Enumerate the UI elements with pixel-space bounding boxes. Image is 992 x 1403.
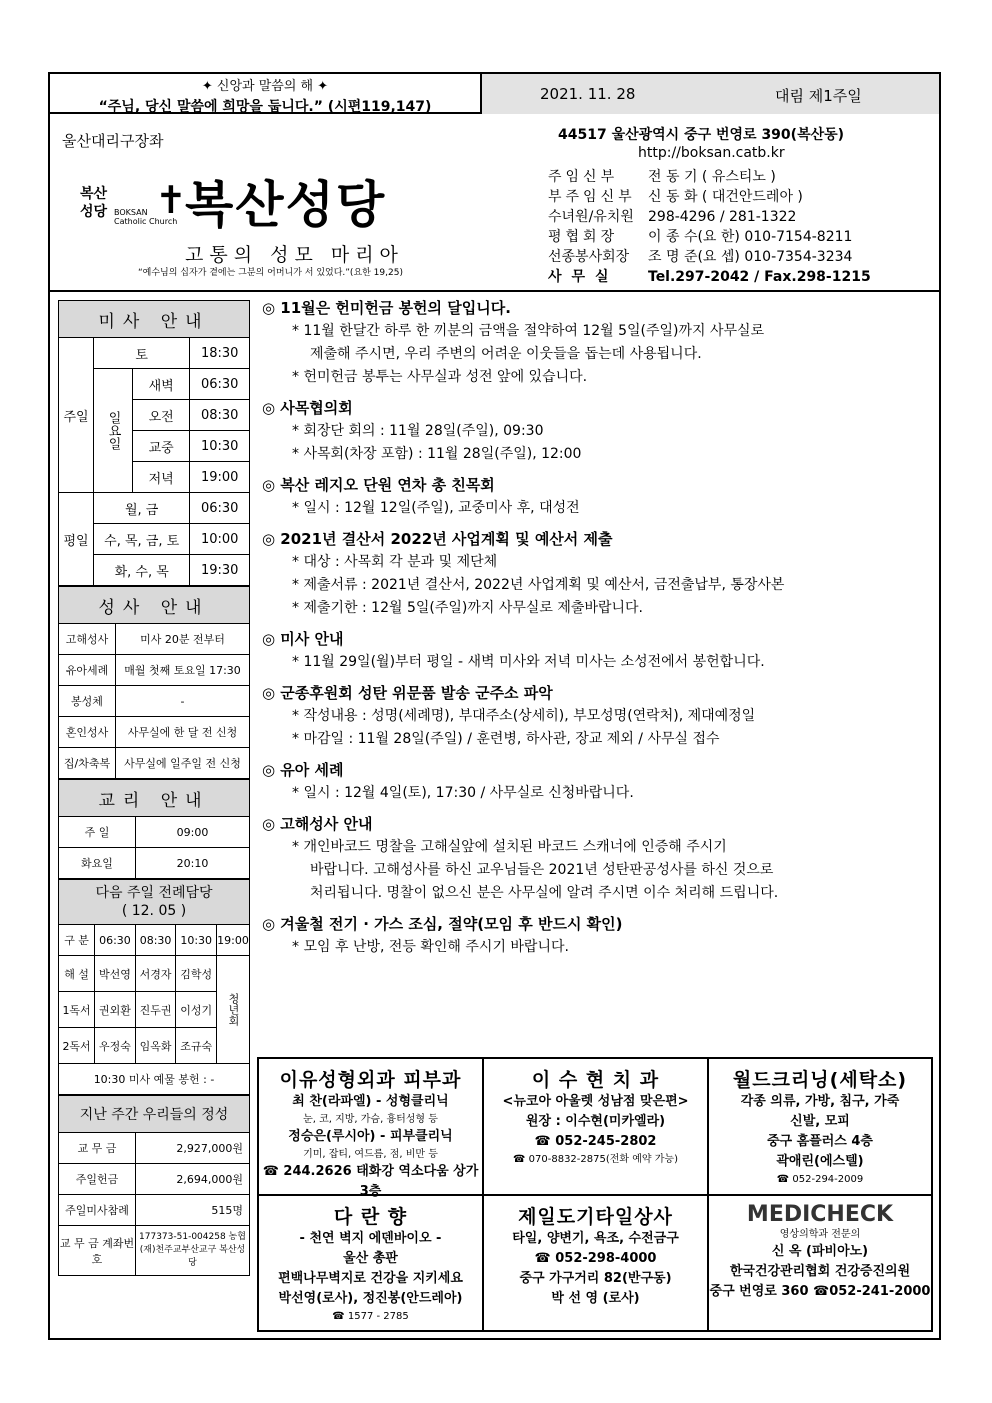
motto-year: ✦ 신앙과 말씀의 해 ✦ <box>201 79 329 94</box>
notice-line: * 모임 후 난방, 전등 확인해 주시기 바랍니다. <box>292 939 569 955</box>
liturgy-person: 진두권 <box>135 992 176 1028</box>
notice-title: ◎ 군종후원회 성탄 위문품 발송 군주소 파악 <box>262 684 553 702</box>
weekday-label: 평일 <box>59 493 94 586</box>
header-divider <box>48 290 941 292</box>
notice-line: * 11월 한달간 하루 한 끼분의 금액을 절약하여 12월 5일(주일)까지 사무실로 <box>292 323 765 339</box>
mass-time: 18:30 <box>190 338 250 369</box>
mass-name: 저녁 <box>133 462 190 493</box>
offering-name: 주일헌금 <box>59 1164 136 1195</box>
ad-line: 각종 의류, 가방, 침구, 가죽 <box>740 1094 900 1109</box>
ad-line: 원장 : 이수현(미카엘라) <box>525 1114 666 1129</box>
ad-box <box>484 1059 709 1196</box>
staff-row <box>548 226 852 246</box>
liturgy-person: 조규숙 <box>176 1028 217 1064</box>
staff-row <box>548 166 776 186</box>
mass-time: 19:30 <box>190 555 250 586</box>
offering-value: 2,927,000원 <box>136 1133 250 1164</box>
ad-line: 중구 가구거리 82(반구동) <box>519 1271 672 1286</box>
ad-line: <뉴코아 아울렛 성남점 맞은편> <box>502 1094 689 1109</box>
ad-title: 월드크리닝(세탁소) <box>732 1069 908 1091</box>
liturgy-header: 10:30 <box>176 925 217 956</box>
mass-time: 06:30 <box>190 493 250 524</box>
notice-line: * 작성내용 : 성명(세례명), 부대주소(상세히), 부모성명(연락처), 제대예정일 <box>292 708 756 724</box>
sacrament-name: 혼인성사 <box>59 717 116 748</box>
ad-box <box>259 1196 484 1330</box>
liturgy-role: 1독서 <box>59 992 95 1028</box>
logo-text-2: 성당 <box>80 204 108 220</box>
logo-en-1: BOKSAN <box>114 208 148 217</box>
liturgy-person: 권외환 <box>95 992 136 1028</box>
liturgy-header: 19:00 <box>217 925 250 956</box>
notice-title: ◎ 복산 레지오 단원 연차 총 친목회 <box>262 476 495 494</box>
ad-line: ☎ 244.2626 태화강 역소다움 상가3층 <box>262 1164 479 1199</box>
staff-role: 선종봉사회장 <box>548 249 630 265</box>
offering-name: 주일미사참례 <box>59 1195 136 1226</box>
ad-title: MEDICHECK <box>746 1202 894 1227</box>
sacrament-name: 고해성사 <box>59 624 116 655</box>
liturgy-person: 임옥화 <box>135 1028 176 1064</box>
notice-line: * 헌미헌금 봉투는 사무실과 성전 앞에 있습니다. <box>292 369 588 385</box>
liturgy-table <box>58 879 250 1095</box>
liturgy-date: ( 12. 05 ) <box>121 903 187 919</box>
notices <box>262 297 932 967</box>
mass-time: 10:00 <box>190 524 250 555</box>
account-label: 교 무 금 계좌번호 <box>59 1226 136 1276</box>
ad-line: ☎ 070-8832-2875(전화 예약 가능) <box>513 1154 678 1165</box>
ad-line: 최 찬(라파엘) - 성형클리닉 <box>292 1094 449 1109</box>
liturgy-person: 김학성 <box>176 956 217 992</box>
liturgy-header: 08:30 <box>135 925 176 956</box>
mass-name: 오전 <box>133 400 190 431</box>
notice-line: * 사목회(차장 포함) : 11월 28일(주일), 12:00 <box>292 446 582 462</box>
sacrament-name: 봉성체 <box>59 686 116 717</box>
liturgy-header: 구 분 <box>59 925 95 956</box>
notice-line: * 마감일 : 11월 28일(주일) / 훈련병, 하사관, 장교 제외 / 사무실 접수 <box>292 731 720 747</box>
offering-value: 515명 <box>136 1195 250 1226</box>
liturgy-person: 이성기 <box>176 992 217 1028</box>
staff-value: 이 종 수(요 한) 010-7154-8211 <box>648 229 853 245</box>
ad-title: 다 란 향 <box>333 1206 408 1228</box>
notice-title: ◎ 고해성사 안내 <box>262 815 373 833</box>
notice-line: * 회장단 회의 : 11월 28일(주일), 09:30 <box>292 423 544 439</box>
sunday-sub-label: 일요일 <box>94 369 133 493</box>
notice-title: ◎ 미사 안내 <box>262 630 344 648</box>
liturgy-person: 서경자 <box>135 956 176 992</box>
sacrament-name: 유아세례 <box>59 655 116 686</box>
notice-block <box>262 297 932 389</box>
patron-quote: “예수님의 십자가 곁에는 그분의 어머니가 서 있었다.”(요한 19,25) <box>138 268 403 278</box>
notice-block <box>262 813 932 905</box>
sacrament-value: 사무실에 한 달 전 신청 <box>116 717 250 748</box>
mass-day: 화, 수, 목 <box>94 555 190 586</box>
staff-value: Tel.297-2042 / Fax.298-1215 <box>648 269 871 285</box>
staff-row <box>548 186 803 206</box>
mass-table <box>58 300 250 586</box>
ad-line: 눈, 코, 지방, 가슴, 흉터성형 등 <box>303 1114 438 1125</box>
logo-text-1: 복산 <box>80 186 108 202</box>
catechism-day: 주 일 <box>59 817 136 848</box>
ad-grid <box>257 1057 933 1332</box>
staff-row <box>548 246 852 266</box>
ad-line: ☎ 1577 - 2785 <box>332 1311 409 1322</box>
liturgy-person: 박선영 <box>95 956 136 992</box>
notice-block <box>262 759 932 805</box>
sunday-label: 주일 <box>59 338 94 493</box>
motto-box <box>50 74 482 114</box>
ad-line: 정승은(루시아) - 피부클리닉 <box>288 1129 453 1144</box>
region-label: 울산대리구장좌 <box>62 132 164 150</box>
account-value: 177373-51-004258 농협 (재)천주교부산교구 복산성당 <box>136 1226 250 1276</box>
ad-title: 제일도기타일상사 <box>518 1206 673 1228</box>
notice-line: 제출해 주시면, 우리 주변의 어려운 이웃들을 돕는데 사용됩니다. <box>310 346 702 362</box>
staff-role: 부주임신부 <box>548 189 636 205</box>
notice-line: 처리됩니다. 명찰이 없으신 분은 사무실에 알려 주시면 이수 처리해 드립니다. <box>310 885 779 901</box>
ad-box <box>709 1196 931 1330</box>
sacrament-name: 집/차축복 <box>59 748 116 779</box>
church-logo <box>80 185 107 221</box>
notice-title: ◎ 2021년 결산서 2022년 사업계획 및 예산서 제출 <box>262 530 613 548</box>
sacrament-value: 사무실에 일주일 전 신청 <box>116 748 250 779</box>
notice-block <box>262 628 932 674</box>
mass-time: 06:30 <box>190 369 250 400</box>
mass-time: 19:00 <box>190 462 250 493</box>
notice-block <box>262 474 932 520</box>
liturgy-title-text: 다음 주일 전례담당 <box>95 885 213 901</box>
ad-title: 이 수 현 치 과 <box>531 1069 660 1091</box>
ad-box <box>709 1059 931 1196</box>
ad-line: 중구 홈플러스 4층 <box>766 1134 873 1149</box>
ad-line: 박선영(로사), 정진봉(안드레아) <box>278 1291 463 1306</box>
ad-line: 박 선 영 (로사) <box>551 1291 640 1306</box>
catechism-title: 교리 안내 <box>59 780 250 817</box>
notice-block <box>262 682 932 751</box>
notice-title: ◎ 유아 세례 <box>262 761 344 779</box>
mass-day: 수, 목, 금, 토 <box>94 524 190 555</box>
staff-value: 전 동 기 ( 유스티노 ) <box>648 169 776 185</box>
mass-name: 교중 <box>133 431 190 462</box>
offering-value: 2,694,000원 <box>136 1164 250 1195</box>
staff-value: 298-4296 / 281-1322 <box>648 209 797 225</box>
liturgical-sunday: 대림 제1주일 <box>775 87 862 105</box>
notice-line: * 11월 29일(월)부터 평일 - 새벽 미사와 저녁 미사는 소성전에서 봉헌합니다. <box>292 654 765 670</box>
ad-title: 이유성형외과 피부과 <box>279 1069 462 1091</box>
church-name: 복산성당 <box>185 176 387 234</box>
logo-en-2: Catholic Church <box>114 217 178 226</box>
liturgy-person: 우정숙 <box>95 1028 136 1064</box>
notice-line: * 개인바코드 명찰을 고해실앞에 설치된 바코드 스캐너에 인증해 주시기 <box>292 839 727 855</box>
catechism-table <box>58 779 250 879</box>
liturgy-title <box>59 880 250 925</box>
church-website[interactable]: http://boksan.catb.kr <box>638 145 785 161</box>
patron-saint: 고통의 성모 마리아 <box>185 244 404 266</box>
ad-line: 영상의학과 전문의 <box>779 1229 861 1240</box>
mass-name: 새벽 <box>133 369 190 400</box>
notice-title: ◎ 사목협의회 <box>262 399 353 417</box>
notice-title: ◎ 11월은 헌미헌금 봉헌의 달입니다. <box>262 299 511 317</box>
notice-block <box>262 528 932 620</box>
offering-title: 지난 주간 우리들의 정성 <box>59 1096 250 1133</box>
staff-role: 사무실 <box>548 269 619 285</box>
mass-offering-note: 10:30 미사 예물 봉헌 : - <box>59 1064 250 1095</box>
ad-line: 신 옥 (파비아노) <box>771 1244 869 1259</box>
staff-value: 조 명 준(요 셉) 010-7354-3234 <box>648 249 853 265</box>
catechism-time: 20:10 <box>136 848 250 879</box>
offering-table <box>58 1095 250 1276</box>
sacrament-value: 미사 20분 전부터 <box>116 624 250 655</box>
notice-line: 바랍니다. 고해성사를 하신 교우님들은 2021년 성탄판공성사를 하신 것으로 <box>310 862 774 878</box>
cross-icon: ✝ <box>155 178 187 222</box>
liturgy-header: 06:30 <box>95 925 136 956</box>
staff-role: 평협회장 <box>548 229 619 245</box>
motto-verse: “주님, 당신 말씀에 희망을 둡니다.” (시편119,147) <box>98 99 432 115</box>
catechism-day: 화요일 <box>59 848 136 879</box>
staff-role: 수녀원/유치원 <box>548 209 634 225</box>
sacrament-title: 성사 안내 <box>59 587 250 624</box>
notice-line: * 일시 : 12월 12일(주일), 교중미사 후, 대성전 <box>292 500 580 516</box>
liturgy-role: 2독서 <box>59 1028 95 1064</box>
mass-day: 월, 금 <box>94 493 190 524</box>
catechism-time: 09:00 <box>136 817 250 848</box>
notice-block <box>262 913 932 959</box>
staff-row <box>548 266 871 286</box>
ad-box <box>484 1196 709 1330</box>
sacrament-value: 매월 첫째 토요일 17:30 <box>116 655 250 686</box>
notice-line: * 대상 : 사목회 각 분과 및 제단체 <box>292 554 498 570</box>
ad-line: ☎ 052-298-4000 <box>534 1251 657 1266</box>
sacrament-table <box>58 586 250 779</box>
ad-line: 중구 번영로 360 ☎052-241-2000 <box>709 1284 931 1299</box>
youth-label: 청년회 <box>217 956 250 1064</box>
ad-line: ☎ 052-294-2009 <box>776 1174 864 1185</box>
ad-line: 기미, 잡티, 여드름, 점, 비만 등 <box>303 1149 438 1160</box>
mass-time: 10:30 <box>190 431 250 462</box>
ad-line: ☎ 052-245-2802 <box>534 1134 657 1149</box>
sidebar <box>58 300 250 1276</box>
staff-row <box>548 206 796 226</box>
mass-title: 미사 안내 <box>59 301 250 338</box>
staff-value: 신 동 화 ( 대건안드레아 ) <box>648 189 803 205</box>
offering-name: 교 무 금 <box>59 1133 136 1164</box>
ad-box <box>259 1059 484 1199</box>
notice-block <box>262 397 932 466</box>
ad-line: 신발, 모피 <box>790 1114 850 1129</box>
liturgy-role: 해 설 <box>59 956 95 992</box>
ad-line: 타일, 양변기, 욕조, 수전금구 <box>512 1231 679 1246</box>
ad-line: 편백나무벽지로 건강을 지키세요 <box>278 1271 463 1286</box>
ad-line: 한국건강관리협회 건강증진의원 <box>729 1264 911 1279</box>
ad-line: 울산 총판 <box>343 1251 398 1266</box>
notice-line: * 일시 : 12월 4일(토), 17:30 / 사무실로 신청바랍니다. <box>292 785 634 801</box>
church-address: 44517 울산광역시 중구 번영로 390(복산동) <box>558 127 845 143</box>
notice-line: * 제출기한 : 12월 5일(주일)까지 사무실로 제출바랍니다. <box>292 600 643 616</box>
sacrament-value: - <box>116 686 250 717</box>
mass-time: 08:30 <box>190 400 250 431</box>
notice-line: * 제출서류 : 2021년 결산서, 2022년 사업계획 및 예산서, 금전출납부, 통장사본 <box>292 577 785 593</box>
mass-day: 토 <box>94 338 190 369</box>
ad-line: 곽애린(에스텔) <box>776 1154 864 1169</box>
staff-role: 주임신부 <box>548 169 619 185</box>
bulletin-date: 2021. 11. 28 <box>540 85 636 103</box>
ad-line: - 천연 벽지 에덴바이오 - <box>299 1231 442 1246</box>
notice-title: ◎ 겨울철 전기 · 가스 조심, 절약(모임 후 반드시 확인) <box>262 915 623 933</box>
